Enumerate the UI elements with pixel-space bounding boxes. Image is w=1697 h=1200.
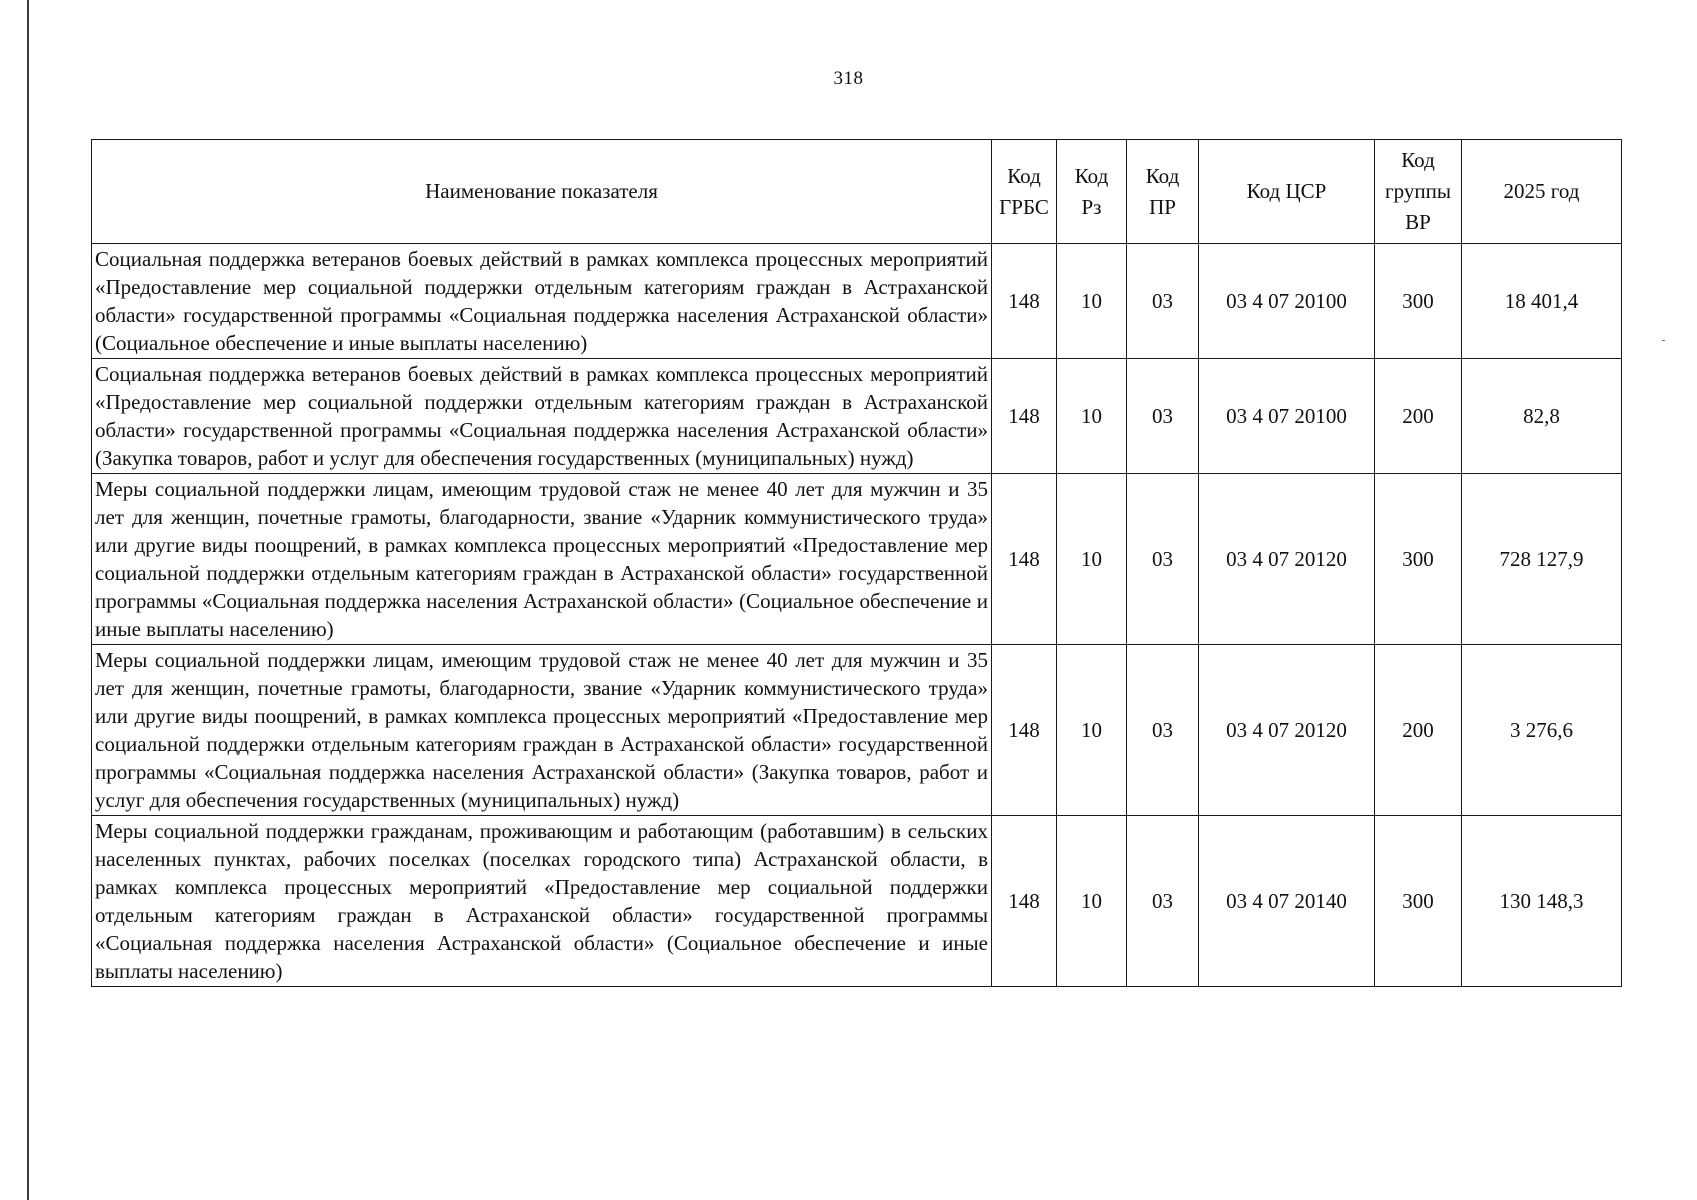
scan-edge-line bbox=[27, 0, 29, 1200]
row-csr: 03 4 07 20100 bbox=[1199, 244, 1375, 359]
row-rz: 10 bbox=[1057, 474, 1127, 645]
row-vr: 300 bbox=[1375, 474, 1462, 645]
header-pr bbox=[1127, 140, 1199, 244]
row-csr: 03 4 07 20140 bbox=[1199, 816, 1375, 987]
row-rz: 10 bbox=[1057, 645, 1127, 816]
header-vr-line-3: ВР bbox=[1405, 210, 1431, 234]
table-row bbox=[92, 816, 1622, 987]
header-grbs-line-1: Код bbox=[1007, 163, 1041, 188]
row-grbs: 148 bbox=[992, 645, 1057, 816]
row-vr: 300 bbox=[1375, 816, 1462, 987]
header-row bbox=[92, 140, 1622, 244]
row-amount: 3 276,6 bbox=[1462, 645, 1622, 816]
row-vr: 200 bbox=[1375, 645, 1462, 816]
header-grbs-line-2: ГРБС bbox=[999, 194, 1049, 219]
header-pr-line-1: Код bbox=[1145, 163, 1180, 188]
header-rz bbox=[1057, 140, 1127, 244]
row-name: Меры социальной поддержки лицам, имеющим трудовой стаж не менее 40 лет для мужчин и 35 лет для женщин, почетные грамоты, благодарности, звание «Ударник коммунистического труда» или другие виды поощрений, в рамках комплекса процессных мероприятий «Предоставление мер социальной поддержки отдельным категориям граждан в Астраханской области» государственной программы «Социальная поддержка населения Астраханской области» (Социальное обеспечение и иные выплаты населению) bbox=[92, 474, 992, 645]
row-grbs: 148 bbox=[992, 359, 1057, 474]
row-amount: 130 148,3 bbox=[1462, 816, 1622, 987]
table-row bbox=[92, 645, 1622, 816]
row-csr: 03 4 07 20100 bbox=[1199, 359, 1375, 474]
row-amount: 18 401,4 bbox=[1462, 244, 1622, 359]
row-grbs: 148 bbox=[992, 244, 1057, 359]
row-pr: 03 bbox=[1127, 359, 1199, 474]
header-name-label: Наименование показателя bbox=[425, 179, 658, 203]
table-row bbox=[92, 244, 1622, 359]
table-row bbox=[92, 474, 1622, 645]
row-pr: 03 bbox=[1127, 645, 1199, 816]
row-rz: 10 bbox=[1057, 359, 1127, 474]
row-pr: 03 bbox=[1127, 474, 1199, 645]
row-csr: 03 4 07 20120 bbox=[1199, 474, 1375, 645]
row-rz: 10 bbox=[1057, 244, 1127, 359]
row-vr: 300 bbox=[1375, 244, 1462, 359]
row-pr: 03 bbox=[1127, 244, 1199, 359]
row-amount: 728 127,9 bbox=[1462, 474, 1622, 645]
row-name: Социальная поддержка ветеранов боевых действий в рамках комплекса процессных мероприятий «Предоставление мер социальной поддержки отдельным категориям граждан в Астраханской области» государственной программы «Социальная поддержка населения Астраханской области» (Социальное обеспечение и иные выплаты населению) bbox=[92, 244, 992, 359]
header-csr-label: Код ЦСР bbox=[1246, 179, 1327, 203]
row-vr: 200 bbox=[1375, 359, 1462, 474]
header-rz-line-2: Рз bbox=[1081, 194, 1102, 219]
header-vr-line-1: Код bbox=[1401, 148, 1435, 172]
row-grbs: 148 bbox=[992, 816, 1057, 987]
row-amount: 82,8 bbox=[1462, 359, 1622, 474]
header-year bbox=[1462, 140, 1622, 244]
row-csr: 03 4 07 20120 bbox=[1199, 645, 1375, 816]
header-rz-line-1: Код bbox=[1074, 163, 1109, 188]
row-pr: 03 bbox=[1127, 816, 1199, 987]
page-number: 318 bbox=[833, 68, 864, 89]
header-pr-line-2: ПР bbox=[1149, 194, 1176, 219]
budget-table bbox=[91, 139, 1622, 987]
row-name: Меры социальной поддержки лицам, имеющим трудовой стаж не менее 40 лет для мужчин и 35 лет для женщин, почетные грамоты, благодарности, звание «Ударник коммунистического труда» или другие виды поощрений, в рамках комплекса процессных мероприятий «Предоставление мер социальной поддержки отдельным категориям граждан в Астраханской области» государственной программы «Социальная поддержка населения Астраханской области» (Закупка товаров, работ и услуг для обеспечения государственных (муниципальных) нужд) bbox=[92, 645, 992, 816]
header-csr bbox=[1199, 140, 1375, 244]
scan-speck bbox=[1662, 340, 1665, 341]
row-rz: 10 bbox=[1057, 816, 1127, 987]
header-name bbox=[92, 140, 992, 244]
header-vr-line-2: группы bbox=[1385, 179, 1451, 203]
row-grbs: 148 bbox=[992, 474, 1057, 645]
table-row bbox=[92, 359, 1622, 474]
header-vr bbox=[1375, 140, 1462, 244]
row-name: Социальная поддержка ветеранов боевых действий в рамках комплекса процессных мероприятий «Предоставление мер социальной поддержки отдельным категориям граждан в Астраханской области» государственной программы «Социальная поддержка населения Астраханской области» (Закупка товаров, работ и услуг для обеспечения государственных (муниципальных) нужд) bbox=[92, 359, 992, 474]
header-year-label: 2025 год bbox=[1503, 179, 1580, 203]
header-grbs bbox=[992, 140, 1057, 244]
row-name: Меры социальной поддержки гражданам, проживающим и работающим (работавшим) в сельских населенных пунктах, рабочих поселках (поселках городского типа) Астраханской области, в рамках комплекса процессных мероприятий «Предоставление мер социальной поддержки отдельным категориям граждан в Астраханской области» государственной программы «Социальная поддержка населения Астраханской области» (Социальное обеспечение и иные выплаты населению) bbox=[92, 816, 992, 987]
